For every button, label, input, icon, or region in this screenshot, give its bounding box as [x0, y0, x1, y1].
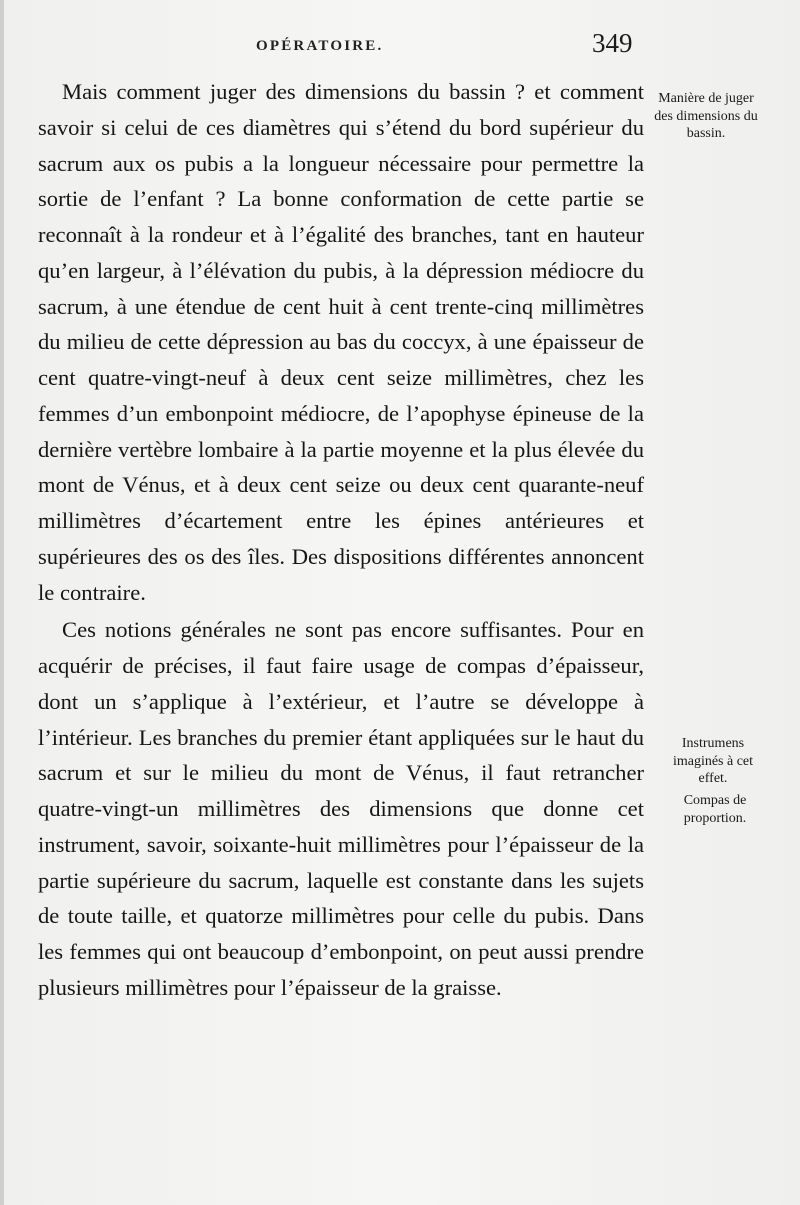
- paragraph-pelvis-dimensions: Mais comment juger des dimensions du bassin ? et comment savoir si celui de ces diamètres qui s’étend du bord supérieur du sacrum aux os pubis a la longueur nécessaire pour permettre la sortie de l’enfant ? La bonne conformation de cette partie se reconnaît à la rondeur et à l’égalité des branches, tant en hauteur qu’en largeur, à l’élévation du pubis, à la dépression médiocre du sacrum, à une étendue de cent huit à cent trente-cinq millimètres du milieu de cette dépression au bas du coccyx, à une épaisseur de cent quatre-vingt-neuf à deux cent seize millimètres, chez les femmes d’un embonpoint médiocre, de l’apophyse épineuse de la dernière vertèbre lombaire à la partie moyenne et la plus élevée du mont de Vénus, et à deux cent seize ou deux cent quarante-neuf millimètres d’écartement entre les épines antérieures et supérieures des os des îles. Des dispositions différentes annoncent le contraire.: [38, 79, 644, 605]
- running-title: OPÉRATOIRE.: [256, 38, 384, 54]
- margin-note-pelvis-judgment: Manière de juger des dimensions du bassin.: [654, 91, 758, 141]
- page-edge-shadow: [0, 0, 4, 1205]
- page-number: 349: [592, 28, 633, 58]
- paragraph-measuring-instruments: Ces notions générales ne sont pas encore suffisantes. Pour en acquérir de précises, il faut faire usage de compas d’épaisseur, dont un s’applique à l’extérieur, et l’autre se développe à l’intérieur. Les branches du premier étant appliquées sur le haut du sacrum et sur le milieu du mont de Vénus, il faut retrancher quatre-vingt-un millimètres des dimensions que donne cet instrument, savoir, soixante-huit millimètres pour l’épaisseur de la partie supérieure du sacrum, laquelle est constante dans les sujets de toute taille, et quatorze millimètres pour celle du pubis. Dans les femmes qui ont beaucoup d’embonpoint, on peut aussi prendre plusieurs millimètres pour l’épaisseur de la graisse.: [38, 617, 644, 1000]
- margin-note-instruments: Instrumens imaginés à cet effet.: [672, 736, 754, 786]
- margin-note-compass: Compas de proportion.: [683, 793, 747, 826]
- main-text-column: [38, 74, 644, 1006]
